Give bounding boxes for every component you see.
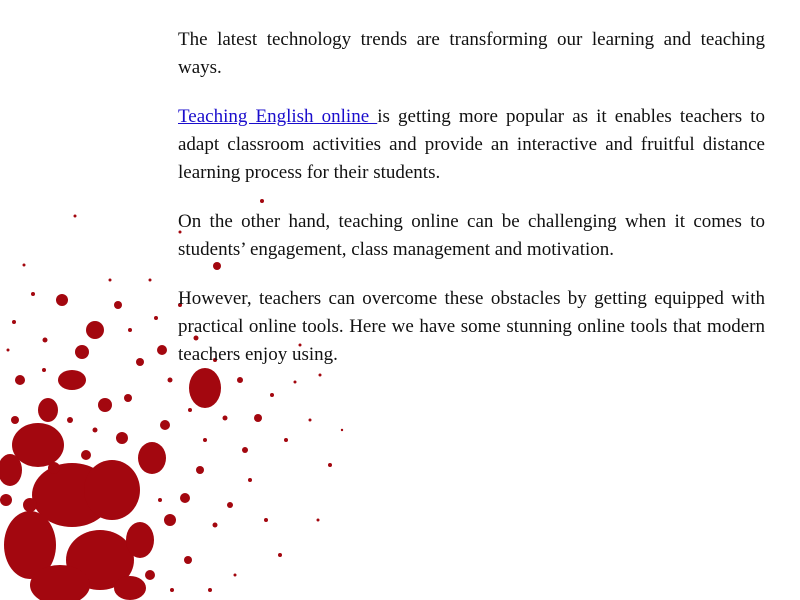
paragraph-teaching-online [178,103,765,187]
paragraph-intro: The latest technology trends are transforming our learning and teaching ways. [178,29,765,78]
paragraph-solutions: However, teachers can overcome these obstacles by getting equipped with practical online tools. Here we have some stunning online tools that modern teachers enjoy using. [178,288,765,365]
paragraph-teaching-online-text: is getting more popular as it enables teachers to adapt classroom activities and provide an interactive and fruitful distance learning process for their students. [178,106,765,183]
teaching-english-online-link[interactable]: Teaching English online [178,106,378,127]
body-text [178,26,765,390]
paragraph-challenges: On the other hand, teaching online can be challenging when it comes to students’ engagement, class management and motivation. [178,211,765,260]
